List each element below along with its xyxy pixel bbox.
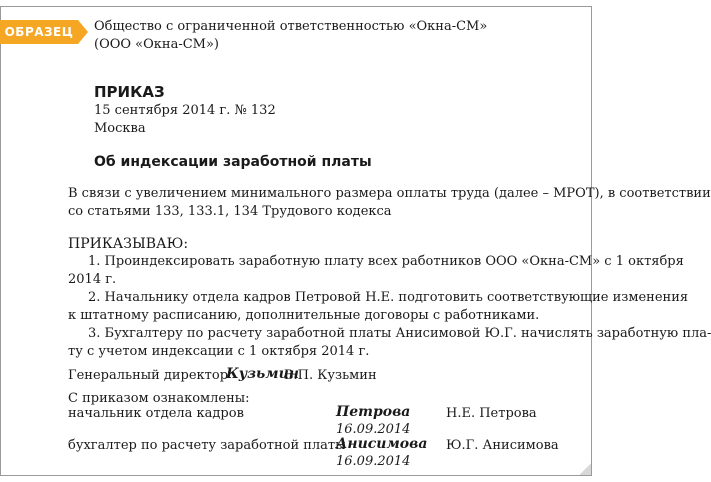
order-item-1: 1. Проиндексировать заработную плату всех работников ООО «Окна-СМ» с 1 октября — [88, 254, 684, 269]
order-title: ПРИКАЗ — [94, 83, 165, 101]
sample-badge: ОБРАЗЕЦ — [0, 20, 78, 44]
preamble-line: со статьями 133, 133.1, 134 Трудового кодекса — [68, 204, 392, 219]
order-subject: Об индексации заработной платы — [94, 154, 372, 170]
preamble-line: В связи с увеличением минимального размера оплаты труда (далее – МРОТ), в соответствии — [68, 186, 711, 201]
director-name: В.П. Кузьмин — [284, 368, 377, 383]
page-fold-corner — [579, 463, 591, 475]
director-signature: Кузьмин — [226, 366, 299, 382]
company-short-name: (ООО «Окна-СМ») — [94, 37, 220, 52]
order-city: Москва — [94, 121, 146, 136]
order-item-2-cont: к штатному расписанию, дополнительные договоры с работниками. — [68, 308, 540, 323]
acquainted-date: 16.09.2014 — [336, 454, 411, 469]
order-date-number: 15 сентября 2014 г. № 132 — [94, 103, 276, 118]
acquainted-position: начальник отдела кадров — [68, 406, 244, 421]
acquainted-name: Ю.Г. Анисимова — [446, 438, 559, 453]
order-item-3-cont: ту с учетом индексации с 1 октября 2014 г. — [68, 344, 370, 359]
order-item-1-cont: 2014 г. — [68, 272, 117, 287]
acquainted-date: 16.09.2014 — [336, 422, 411, 437]
company-name: Общество с ограниченной ответственностью «Окна-СМ» — [94, 19, 488, 34]
acquainted-name: Н.Е. Петрова — [446, 406, 537, 421]
acquainted-signature: Петрова — [336, 404, 411, 420]
acquainted-heading: С приказом ознакомлены: — [68, 391, 250, 406]
acquainted-position: бухгалтер по расчету заработной платы — [68, 438, 346, 453]
order-item-3: 3. Бухгалтеру по расчету заработной платы Анисимовой Ю.Г. начислять заработную пла- — [88, 326, 711, 341]
order-word: ПРИКАЗЫВАЮ: — [68, 236, 189, 252]
acquainted-signature: Анисимова — [336, 436, 428, 452]
order-item-2: 2. Начальнику отдела кадров Петровой Н.Е. подготовить соответствующие изменения — [88, 290, 689, 305]
director-position: Генеральный директор — [68, 368, 229, 383]
